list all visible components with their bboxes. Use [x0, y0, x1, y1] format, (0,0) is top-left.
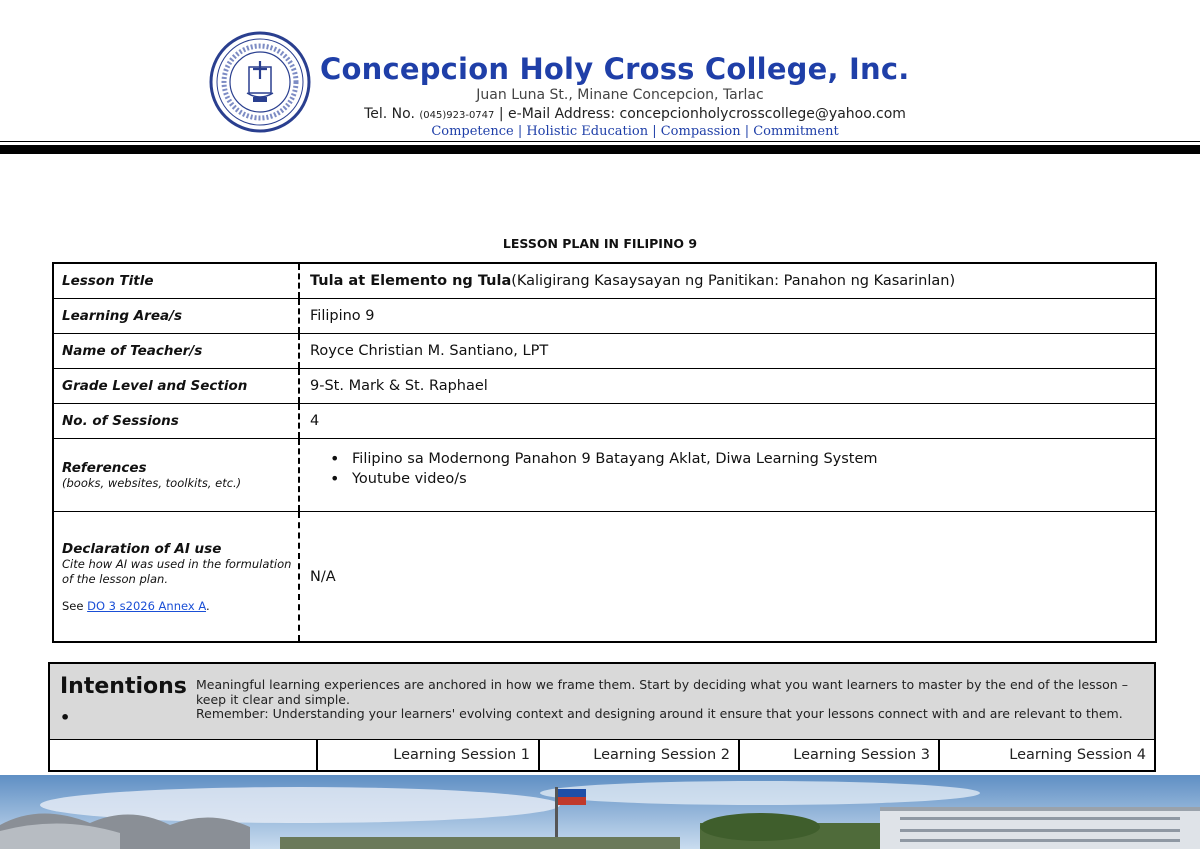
value-ai-declaration: N/A — [310, 568, 336, 585]
intentions-header — [50, 664, 1154, 740]
row-ai-declaration — [54, 512, 1155, 641]
ai-see-suffix: . — [206, 598, 210, 613]
campus-photo-strip — [0, 775, 1200, 849]
value-lesson-title — [310, 264, 1151, 298]
value-teacher: Royce Christian M. Santiano, LPT — [310, 343, 549, 359]
lesson-title-rest: (Kaligirang Kasaysayan ng Panitikan: Panahon ng Kasarinlan) — [511, 273, 956, 289]
value-learning-area: Filipino 9 — [310, 308, 375, 324]
session-1-header: Learning Session 1 — [318, 740, 540, 770]
row-references — [54, 439, 1155, 512]
reference-item: • Filipino sa Modernong Panahon 9 Batayang Aklat, Diwa Learning System — [330, 449, 878, 469]
college-contact — [0, 106, 1200, 122]
label-lesson-title: Lesson Title — [54, 264, 300, 298]
document-title: LESSON PLAN IN FILIPINO 9 — [502, 236, 698, 251]
references-sub: (books, websites, toolkits, etc.) — [62, 475, 242, 490]
tel-number: (045)923-0747 — [419, 110, 495, 121]
lesson-title-bold: Tula at Elemento ng Tula — [310, 273, 512, 289]
ai-see — [62, 599, 298, 613]
references-label: References — [62, 459, 147, 476]
label-ai-declaration — [54, 512, 300, 641]
ai-label: Declaration of AI use — [62, 540, 222, 557]
label-references — [54, 439, 300, 511]
sessions-row — [50, 740, 1154, 770]
row-lesson-title — [54, 264, 1155, 299]
session-4-header: Learning Session 4 — [1009, 747, 1146, 763]
row-sessions — [54, 404, 1155, 439]
references-list — [330, 449, 878, 489]
college-address: Juan Luna St., Minane Concepcion, Tarlac — [476, 87, 764, 103]
tel-label: Tel. No. — [364, 106, 415, 122]
session-2-header: Learning Session 2 — [540, 740, 740, 770]
sessions-blank-cell — [50, 740, 318, 770]
session-3-header: Learning Session 3 — [740, 740, 940, 770]
college-motto: Competence | Holistic Education | Compassion | Commitment — [431, 124, 839, 139]
row-grade — [54, 369, 1155, 404]
label-grade: Grade Level and Section — [54, 369, 300, 403]
intentions-table — [48, 662, 1156, 772]
email-text: | e-Mail Address: concepcionholycrosscollege@yahoo.com — [494, 106, 906, 122]
intentions-text-line2: Remember: Understanding your learners' evolving context and designing around it ensure that your lessons connect with and are relevant to them. — [196, 706, 1123, 721]
college-name: Concepcion Holy Cross College, Inc. — [320, 52, 910, 86]
label-teacher: Name of Teacher/s — [54, 334, 300, 368]
label-sessions: No. of Sessions — [54, 404, 300, 438]
row-teacher — [54, 334, 1155, 369]
value-sessions: 4 — [310, 413, 320, 429]
ai-see-prefix: See — [62, 598, 88, 613]
ai-sub: Cite how AI was used in the formulation of the lesson plan. — [62, 556, 292, 586]
reference-item: • Youtube video/s — [330, 469, 878, 489]
row-learning-area — [54, 299, 1155, 334]
lesson-info-table — [52, 262, 1157, 643]
intentions-text — [196, 678, 1148, 722]
header-rule — [0, 145, 1200, 154]
intentions-text-line1: Meaningful learning experiences are anchored in how we frame them. Start by deciding what you want learners to master by the end of the lesson – keep it clear and simple. — [196, 677, 1128, 707]
value-grade: 9-St. Mark & St. Raphael — [310, 378, 488, 394]
annex-link[interactable]: DO 3 s2026 Annex A — [87, 598, 207, 613]
label-learning-area: Learning Area/s — [54, 299, 300, 333]
intentions-title: Intentions — [60, 674, 187, 699]
intentions-bullet: • — [60, 708, 71, 727]
value-references — [310, 439, 1151, 511]
